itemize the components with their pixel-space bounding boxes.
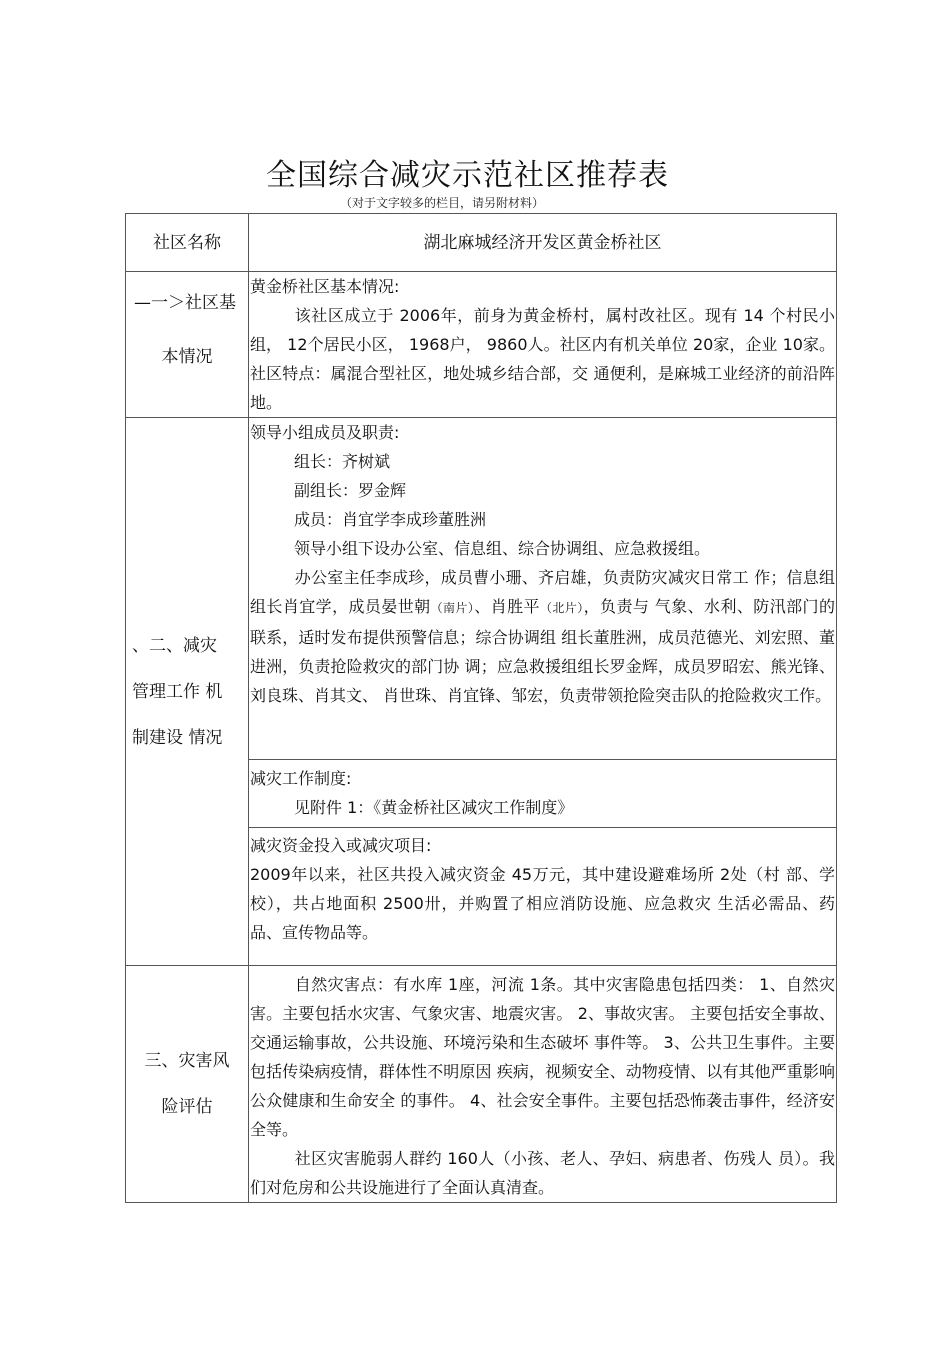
funding-text	[249, 828, 836, 947]
paragraph: 领导小组下设办公室、信息组、综合协调组、应急救援组。	[294, 539, 711, 558]
recommendation-table	[125, 213, 837, 1203]
document-title: 全国综合减灾示范社区推荐表	[266, 158, 669, 193]
regulation-text	[249, 760, 836, 822]
content-cell	[249, 272, 837, 418]
section-heading: 减灾资金投入或减灾项目:	[250, 836, 432, 855]
label-line: 三、灾害风	[144, 1051, 230, 1071]
value-cell	[249, 214, 837, 272]
risk-label	[126, 1038, 248, 1130]
paragraph: 该社区成立于 2006年，前身为黄金桥村，属村改社区。现有 14 个村民小组， 12个居民小区， 1968户， 9860人。社区内有机关单位 20家，企业 10家。社区特点：属混合型社区，地处城乡结合部，交 通便利，是麻城工业经济的前沿阵地。	[250, 306, 835, 412]
paragraph: 副组长：罗金辉	[294, 481, 407, 500]
basic-info-label	[126, 272, 248, 371]
table-row	[126, 966, 837, 1203]
content-cell	[249, 828, 837, 966]
risk-text	[249, 966, 836, 1202]
text-run: ，负责与 气象、水利、防汛部门的联系，适时发布提供预警信息；综合协调组 组长董胜洲，成员范德光、刘宏照、董进洲，负责抢险救灾的部门协 调；应急救援组组长罗金辉，成员罗昭宏、熊光锋、刘良珠、肖其文、 肖世珠、肖宜锋、邹宏，负责带领抢险突击队的抢险救灾工作。	[250, 597, 835, 705]
paragraph	[250, 563, 835, 710]
label-line: 管理工作 机	[132, 681, 223, 702]
text-run: （北片）	[539, 601, 584, 615]
paragraph: 自然灾害点：有水库 1座，河流 1条。其中灾害隐患包括四类： 1、自然灾害。主要包括水灾害、气象灾害、地震灾害。 2、事故灾害。 主要包括安全事故、交通运输事故，公共设施、环境污染和生态破坏 事件等。 3、公共卫生事件。主要包括传染病疫情，群体性不明原因 疾病，视频安全、动物疫情、以有其他严重影响公众健康和生命安全 的事件。 4、社会安全事件。主要包括恐怖袭击事件，经济安全等。	[250, 975, 835, 1139]
community-name-label: 社区名称	[153, 233, 221, 253]
form-note: （对于文字较多的栏目，请另附材料）	[340, 196, 545, 210]
section-heading: 领导小组成员及职责:	[250, 423, 400, 442]
label-cell	[126, 418, 249, 966]
text-run: （南片）	[430, 601, 475, 615]
table-row	[126, 418, 837, 760]
label-line: 本情况	[161, 347, 213, 367]
table-row	[126, 214, 837, 272]
table-row	[126, 272, 837, 418]
paragraph: 组长：齐树斌	[294, 452, 391, 471]
paragraph: 见附件 1：《黄金桥社区减灾工作制度》	[294, 798, 574, 817]
paragraph: 2009年以来，社区共投入减灾资金 45万元，其中建设避难场所 2处（村 部、学校），共占地面积 2500卅，并购置了相应消防设施、应急救灾 生活必需品、药品、宣传物品等。	[250, 865, 835, 942]
content-cell	[249, 418, 837, 760]
management-label	[126, 623, 248, 761]
label-line: 、二、减灾	[132, 635, 217, 656]
label-cell	[126, 214, 249, 272]
text-run: 办公室主任李成珍，成员曹小珊、齐启雄，负责防灾减灾日常工 作；信息组组长肖宜学，成员晏世朝	[250, 568, 835, 616]
section-heading: 减灾工作制度:	[250, 769, 352, 788]
content-cell	[249, 966, 837, 1203]
paragraph: 成员：肖宜学李成珍董胜洲	[294, 510, 487, 529]
paragraph: 社区灾害脆弱人群约 160人（小孩、老人、孕妇、病患者、伤残人 员）。我们对危房和公共设施进行了全面认真清查。	[250, 1149, 835, 1197]
section-heading: 黄金桥社区基本情况:	[250, 277, 400, 296]
label-cell	[126, 272, 249, 418]
text-run: 、肖胜平	[474, 597, 540, 616]
leadership-text	[249, 418, 836, 710]
label-line: 制建设 情况	[132, 727, 223, 748]
basic-info-text	[249, 272, 836, 417]
label-line: 险评估	[161, 1097, 213, 1117]
content-cell	[249, 760, 837, 828]
community-name-value: 湖北麻城经济开发区黄金桥社区	[423, 233, 662, 253]
label-cell	[126, 966, 249, 1203]
label-line: —一＞社区基	[134, 293, 236, 313]
